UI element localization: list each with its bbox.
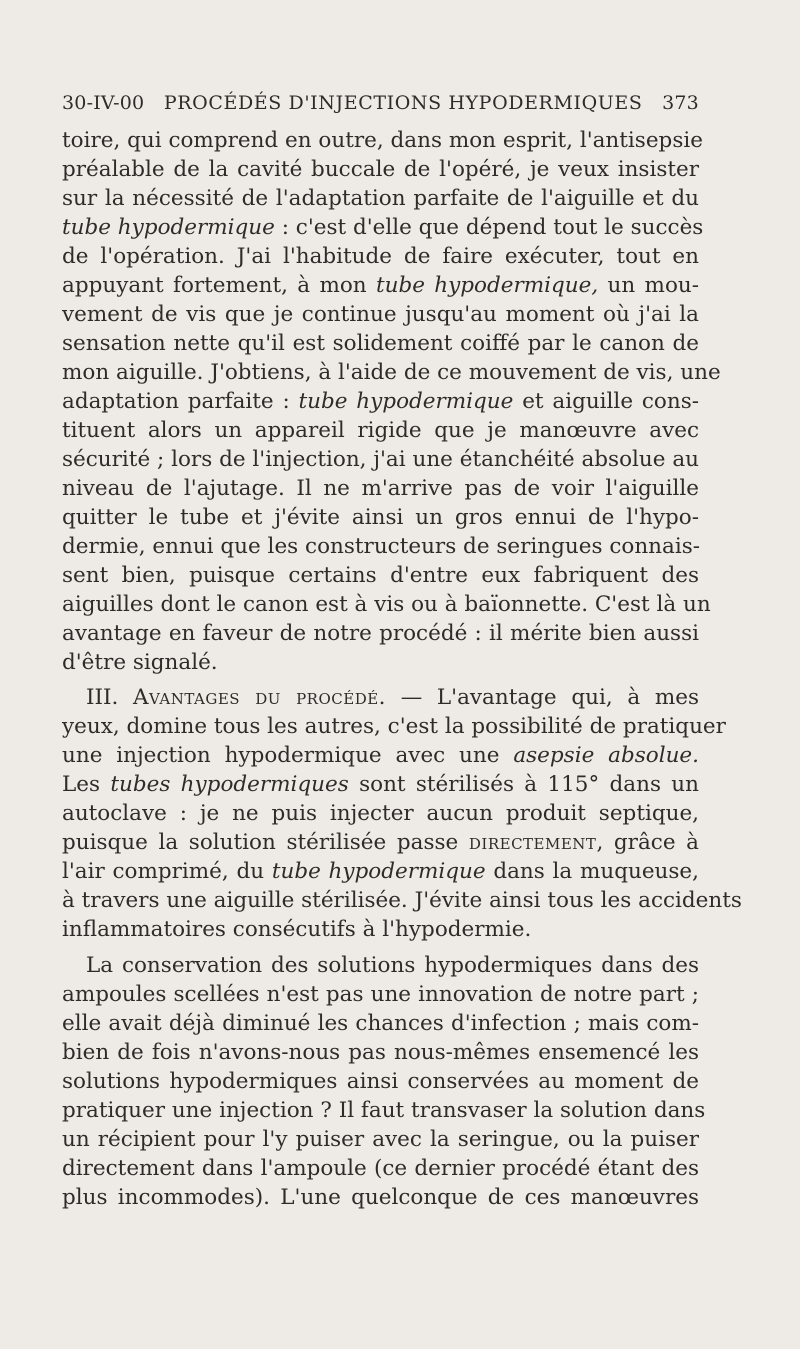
- text-run: quitter le tube et j'évite ainsi un gros ennui de l'hypo-: [62, 505, 699, 530]
- text-line: [62, 155, 699, 184]
- text-run: avantage en faveur de notre procédé : il mérite bien aussi: [62, 621, 699, 646]
- text-run: ampoules scellées n'est pas une innovation de notre part ;: [62, 982, 699, 1007]
- text-run: bien de fois n'avons-nous pas nous-mêmes ensemencé les: [62, 1040, 699, 1065]
- running-head-date: 30-IV-00: [62, 92, 145, 114]
- text-run: aiguilles dont le canon est à vis ou à baïonnette. C'est là un: [62, 592, 711, 617]
- text-run: Les: [62, 772, 111, 797]
- paragraph-3: [62, 951, 706, 1212]
- text-line: [62, 329, 699, 358]
- text-run: yeux, domine tous les autres, c'est la possibilité de pratiquer: [62, 714, 726, 739]
- text-line: [62, 828, 699, 857]
- text-line: [62, 213, 704, 242]
- text-run: : c'est d'elle que dépend tout le succès: [274, 215, 704, 240]
- text-run: préalable de la cavité buccale de l'opéré, je veux insister: [62, 157, 699, 182]
- body-text: [62, 126, 742, 1212]
- text-run: sensation nette qu'il est solidement coiffé par le canon de: [62, 331, 699, 356]
- text-line: [62, 416, 699, 445]
- paragraph-2: [62, 683, 742, 944]
- text-run: inflammatoires consécutifs à l'hypodermie.: [62, 917, 532, 942]
- text-line: [62, 980, 699, 1009]
- text-run: La conservation des solutions hypodermiques dans des: [86, 953, 699, 978]
- italic-text: tube hypodermique: [62, 215, 275, 240]
- text-line: [62, 271, 699, 300]
- text-run: puisque la solution stérilisée passe: [62, 830, 469, 855]
- text-line: [62, 445, 699, 474]
- text-line: [62, 1096, 706, 1125]
- text-run: solutions hypodermiques ainsi conservées au moment de: [62, 1069, 699, 1094]
- text-line: [62, 857, 699, 886]
- text-run: vement de vis que je continue jusqu'au moment où j'ai la: [62, 302, 699, 327]
- text-line: [62, 300, 699, 329]
- text-line: [62, 1183, 699, 1212]
- paragraph-1: [62, 126, 721, 677]
- text-line: [62, 799, 699, 828]
- italic-text: tube hypodermique,: [375, 273, 599, 298]
- text-run: pratiquer une injection ? Il faut transvaser la solution dans: [62, 1098, 706, 1123]
- text-line: [62, 126, 703, 155]
- text-run: d'être signalé.: [62, 650, 218, 675]
- italic-text: asepsie absolue.: [513, 743, 699, 768]
- text-run: tituent alors un appareil rigide que je manœuvre avec: [62, 418, 699, 443]
- text-run: un mou-: [598, 273, 700, 298]
- text-line: [62, 532, 699, 561]
- text-line: [62, 184, 699, 213]
- italic-text: tube hypodermique: [298, 389, 514, 414]
- text-run: plus incommodes). L'une quelconque de ces manœuvres: [62, 1185, 699, 1210]
- text-line: [62, 915, 699, 944]
- text-line: [62, 683, 699, 712]
- text-line: [62, 358, 721, 387]
- text-line: [62, 387, 699, 416]
- text-run: un récipient pour l'y puiser avec la seringue, ou la puiser: [62, 1127, 699, 1152]
- text-run: autoclave : je ne puis injecter aucun produit septique,: [62, 801, 699, 826]
- text-run: dermie, ennui que les constructeurs de seringues connais-: [62, 534, 701, 559]
- small-caps-text: Avantages du procédé.: [133, 685, 387, 710]
- text-line: [62, 741, 699, 770]
- text-run: — L'avantage qui, à mes: [386, 685, 700, 710]
- text-line: [62, 1154, 699, 1183]
- text-run: sur la nécessité de l'adaptation parfaite de l'aiguille et du: [62, 186, 699, 211]
- text-run: appuyant fortement, à mon: [62, 273, 376, 298]
- text-run: directement dans l'ampoule (ce dernier procédé étant des: [62, 1156, 699, 1181]
- text-run: toire, qui comprend en outre, dans mon esprit, l'antisepsie: [62, 128, 703, 153]
- text-line: [62, 770, 699, 799]
- text-run: adaptation parfaite :: [62, 389, 299, 414]
- running-head-title: PROCÉDÉS D'INJECTIONS HYPODERMIQUES: [163, 92, 643, 114]
- text-run: sont stérilisés à 115° dans un: [348, 772, 699, 797]
- text-run: de l'opération. J'ai l'habitude de faire exécuter, tout en: [62, 244, 699, 269]
- text-line: [62, 951, 699, 980]
- text-line: [62, 474, 699, 503]
- text-run: à travers une aiguille stérilisée. J'évite ainsi tous les accidents: [62, 888, 742, 913]
- text-line: [62, 712, 726, 741]
- text-line: [62, 1038, 699, 1067]
- text-run: niveau de l'ajutage. Il ne m'arrive pas de voir l'aiguille: [62, 476, 699, 501]
- text-line: [62, 1009, 699, 1038]
- text-run: sécurité ; lors de l'injection, j'ai une étanchéité absolue au: [62, 447, 699, 472]
- running-head: [62, 92, 699, 126]
- text-line: [62, 619, 699, 648]
- text-line: [62, 503, 699, 532]
- text-run: mon aiguille. J'obtiens, à l'aide de ce mouvement de vis, une: [62, 360, 721, 385]
- text-line: [62, 1125, 699, 1154]
- text-line: [62, 242, 699, 271]
- text-run: III.: [86, 685, 134, 710]
- text-run: elle avait déjà diminué les chances d'infection ; mais com-: [62, 1011, 699, 1036]
- book-page: [62, 92, 742, 1212]
- text-run: sent bien, puisque certains d'entre eux fabriquent des: [62, 563, 699, 588]
- small-caps-text: directement: [468, 830, 597, 855]
- text-line: [62, 590, 711, 619]
- text-run: dans la muqueuse,: [485, 859, 699, 884]
- italic-text: tubes hypodermiques: [110, 772, 349, 797]
- text-line: [62, 561, 699, 590]
- text-line: [62, 1067, 699, 1096]
- text-line: [62, 886, 742, 915]
- page-number: 373: [662, 92, 699, 114]
- text-run: , grâce à: [596, 830, 699, 855]
- text-run: une injection hypodermique avec une: [62, 743, 514, 768]
- text-run: l'air comprimé, du: [62, 859, 272, 884]
- text-run: et aiguille cons-: [513, 389, 699, 414]
- italic-text: tube hypodermique: [271, 859, 486, 884]
- text-line: [62, 648, 699, 677]
